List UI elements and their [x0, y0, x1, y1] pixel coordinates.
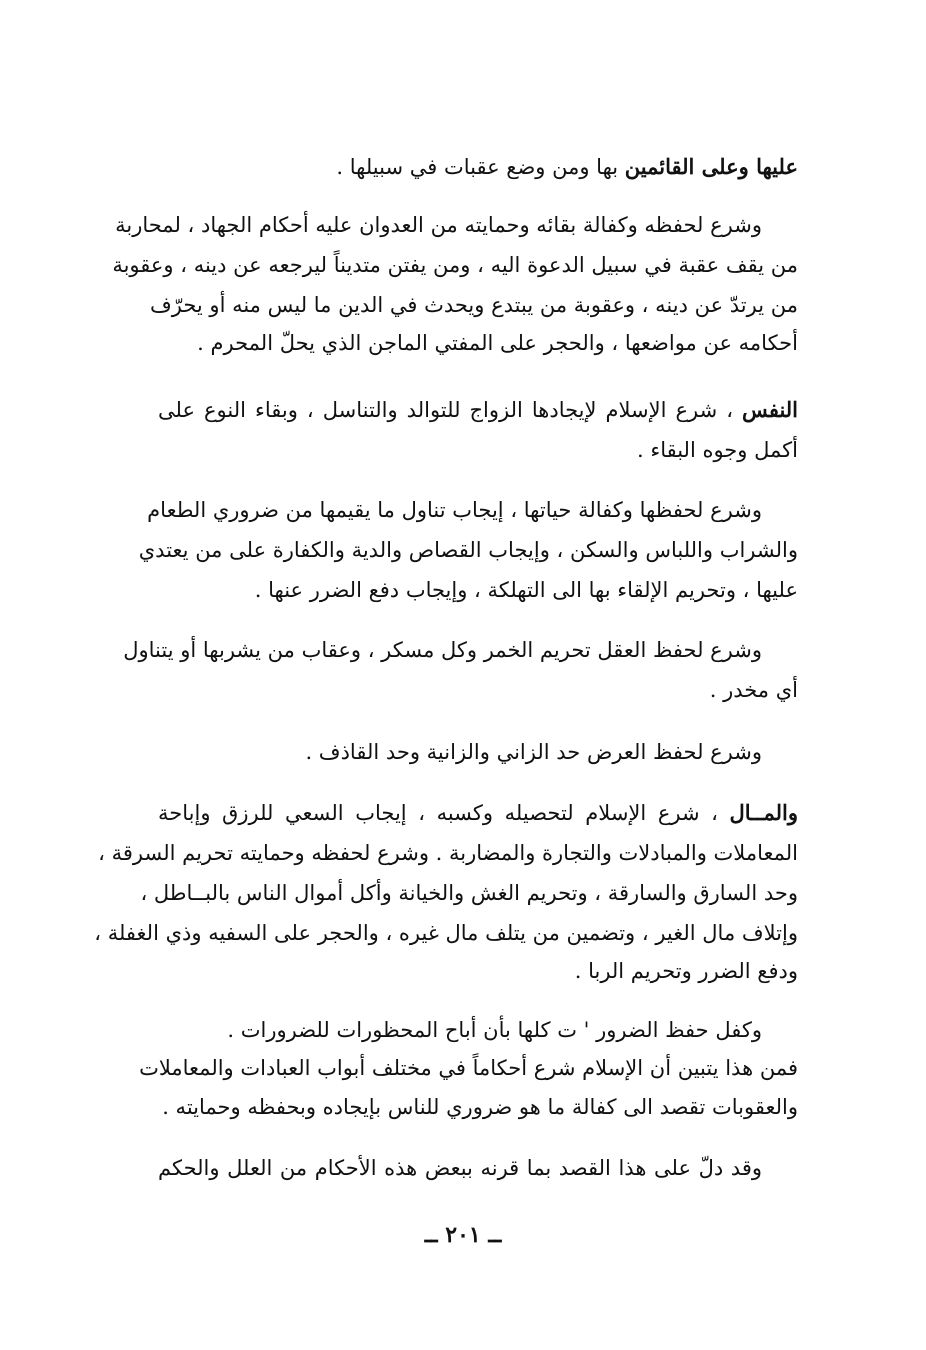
text-line: وحد السارق والسارقة ، وتحريم الغش والخيانة وأكل أموال الناس بالبــاطل ،: [140, 881, 798, 905]
text-line: عليها وعلى القائمين بها ومن وضع عقبات في سبيلها .: [336, 154, 798, 179]
text-line: وشرع لحفظها وكفالة حياتها ، إيجاب تناول ما يقيمها من ضروري الطعام: [147, 498, 762, 522]
text-line: والعقوبات تقصد الى كفالة ما هو ضروري للناس بإيجاده وبحفظه وحمايته .: [162, 1095, 798, 1119]
text-line: أحكامه عن مواضعها ، والحجر على المفتي الماجن الذي يحلّ المحرم .: [197, 331, 798, 355]
text-line: والشراب واللباس والسكن ، وإيجاب القصاص والدية والكفارة على من يعتدي: [138, 538, 798, 562]
bold-term: النفس: [742, 397, 799, 422]
text-line: وشرع لحفظه وكفالة بقائه وحمايته من العدوان عليه أحكام الجهاد ، لمحاربة: [115, 213, 762, 237]
bold-term: والمــال: [729, 800, 798, 825]
text-line: والمــال ، شرع الإسلام لتحصيله وكسبه ، إيجاب السعي للرزق وإباحة: [158, 800, 798, 825]
text-line: وإتلاف مال الغير ، وتضمين من يتلف مال غيره ، والحجر على السفيه وذي الغفلة ،: [94, 921, 798, 945]
text-line: النفس ، شرع الإسلام لإيجادها الزواج للتوالد والتناسل ، وبقاء النوع على: [158, 397, 799, 422]
text-line: من يقف عقبة في سبيل الدعوة اليه ، ومن يفتن متديناً ليرجعه عن دينه ، وعقوبة: [112, 253, 798, 277]
bold-term: عليها وعلى القائمين: [624, 154, 798, 179]
text-line: ودفع الضرر وتحريم الربا .: [574, 959, 798, 983]
text-line: عليها ، وتحريم الإلقاء بها الى التهلكة ، وإيجاب دفع الضرر عنها .: [254, 578, 798, 602]
text-line: من يرتدّ عن دينه ، وعقوبة من يبتدع ويحدث في الدين ما ليس منه أو يحرّف: [150, 293, 798, 317]
text-line: فمن هذا يتبين أن الإسلام شرع أحكاماً في مختلف أبواب العبادات والمعاملات: [139, 1056, 798, 1080]
text-line: وقد دلّ على هذا القصد بما قرنه ببعض هذه الأحكام من العلل والحكم: [158, 1156, 762, 1180]
text-line: أكمل وجوه البقاء .: [636, 438, 798, 462]
text-line: وشرع لحفظ العقل تحريم الخمر وكل مسكر ، وعقاب من يشربها أو يتناول: [123, 638, 762, 662]
page-number: ــ ٢٠١ ــ: [424, 1222, 502, 1248]
text-line: وكفل حفظ الضرور ' ت كلها بأن أباح المحظورات للضرورات .: [227, 1018, 762, 1042]
text-line: المعاملات والمبادلات والتجارة والمضاربة . وشرع لحفظه وحمايته تحريم السرقة ،: [98, 841, 798, 865]
text-line: أي مخدر .: [709, 678, 798, 702]
text-line: وشرع لحفظ العرض حد الزاني والزانية وحد القاذف .: [305, 740, 762, 764]
